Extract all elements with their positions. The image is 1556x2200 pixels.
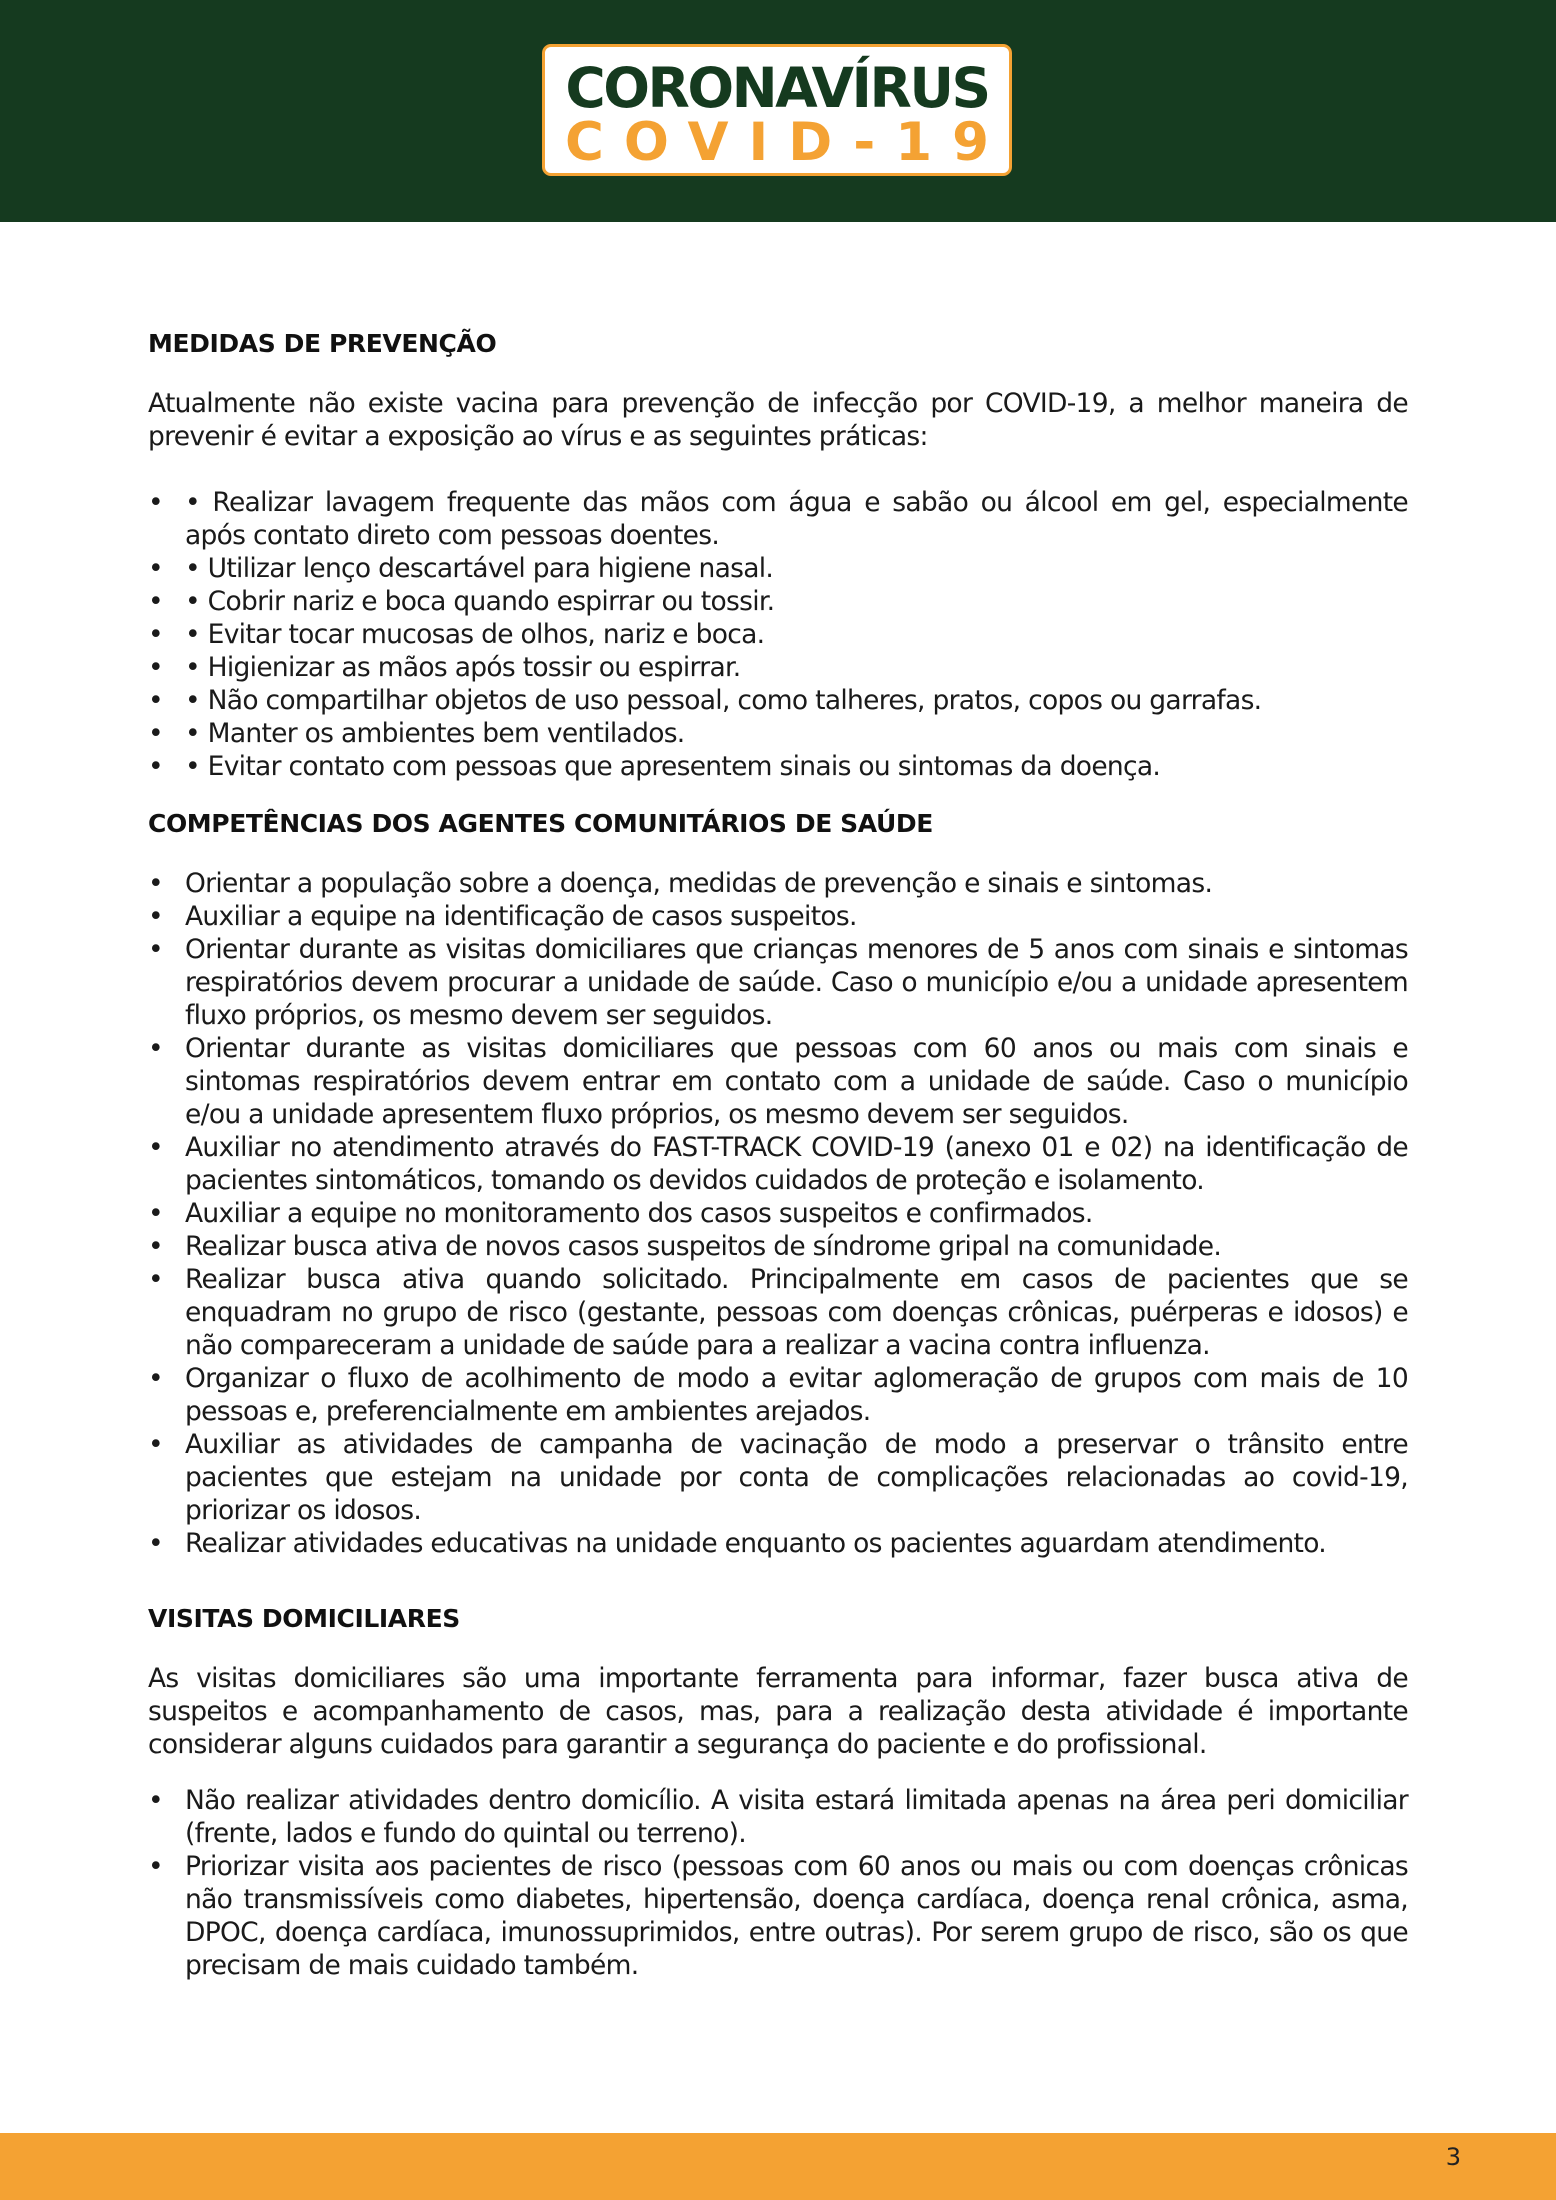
logo-title: CORONAVÍRUS: [565, 56, 989, 120]
list-item: • Auxiliar no atendimento através do FAST-TRACK COVID-19 (anexo 01 e 02) na identificação de pacientes sintomáticos, tomando os devidos cuidados de proteção e isolamento.: [148, 1131, 1408, 1197]
list-item: • Auxiliar as atividades de campanha de vacinação de modo a preservar o trânsito entre pacientes que estejam na unidade por conta de complicações relacionadas ao covid-19, priorizar os idosos.: [148, 1428, 1408, 1527]
section-title-competencias: COMPETÊNCIAS DOS AGENTES COMUNITÁRIOS DE SAÚDE: [148, 809, 933, 838]
page-content: [148, 324, 1408, 1982]
list-item: • • Evitar contato com pessoas que apresentem sinais ou sintomas da doença.: [148, 750, 1408, 783]
list-item: • Não realizar atividades dentro domicílio. A visita estará limitada apenas na área peri domiciliar (frente, lados e fundo do quintal ou terreno).: [148, 1784, 1408, 1850]
list-item: • Realizar busca ativa quando solicitado. Principalmente em casos de pacientes que se enquadram no grupo de risco (gestante, pessoas com doenças crônicas, puérperas e idosos) e não compareceram a unidade de saúde para a realizar a vacina contra influenza.: [148, 1263, 1408, 1362]
list-item: • • Evitar tocar mucosas de olhos, nariz e boca.: [148, 618, 1408, 651]
visitas-list: [148, 1784, 1408, 1982]
footer-band: [0, 2133, 1556, 2200]
list-item: • • Higienizar as mãos após tossir ou espirrar.: [148, 651, 1408, 684]
list-item: • Organizar o fluxo de acolhimento de modo a evitar aglomeração de grupos com mais de 10 pessoas e, preferencialmente em ambientes arejados.: [148, 1362, 1408, 1428]
competencias-list: [148, 867, 1408, 1560]
list-item: • Orientar durante as visitas domiciliares que crianças menores de 5 anos com sinais e sintomas respiratórios devem procurar a unidade de saúde. Caso o município e/ou a unidade apresentem fluxo próprios, os mesmo devem ser seguidos.: [148, 933, 1408, 1032]
list-item: • Realizar busca ativa de novos casos suspeitos de síndrome gripal na comunidade.: [148, 1230, 1408, 1263]
logo-subtitle: COVID-19: [565, 112, 1009, 173]
list-item: • Auxiliar a equipe na identificação de casos suspeitos.: [148, 900, 1408, 933]
list-item: • • Não compartilhar objetos de uso pessoal, como talheres, pratos, copos ou garrafas.: [148, 684, 1408, 717]
list-item: • Realizar atividades educativas na unidade enquanto os pacientes aguardam atendimento.: [148, 1527, 1408, 1560]
list-item: • • Realizar lavagem frequente das mãos com água e sabão ou álcool em gel, especialmente após contato direto com pessoas doentes.: [148, 486, 1408, 552]
visitas-intro: As visitas domiciliares são uma importante ferramenta para informar, fazer busca ativa de suspeitos e acompanhamento de casos, mas, para a realização desta atividade é importante considerar alguns cuidados para garantir a segurança do paciente e do profissional.: [148, 1663, 1408, 1760]
list-item: • • Manter os ambientes bem ventilados.: [148, 717, 1408, 750]
list-item: • • Cobrir nariz e boca quando espirrar ou tossir.: [148, 585, 1408, 618]
list-item: • Auxiliar a equipe no monitoramento dos casos suspeitos e confirmados.: [148, 1197, 1408, 1230]
list-item: • Orientar durante as visitas domiciliares que pessoas com 60 anos ou mais com sinais e sintomas respiratórios devem entrar em contato com a unidade de saúde. Caso o município e/ou a unidade apresentem fluxo próprios, os mesmo devem ser seguidos.: [148, 1032, 1408, 1131]
list-item: • Orientar a população sobre a doença, medidas de prevenção e sinais e sintomas.: [148, 867, 1408, 900]
page-number: 3: [1445, 2143, 1461, 2171]
section-title-prevencao: MEDIDAS DE PREVENÇÃO: [148, 329, 497, 358]
coronavirus-logo: [542, 44, 1012, 176]
list-item: • Priorizar visita aos pacientes de risco (pessoas com 60 anos ou mais ou com doenças crônicas não transmissíveis como diabetes, hipertensão, doença cardíaca, doença renal crônica, asma, DPOC, doença cardíaca, imunossuprimidos, entre outras). Por serem grupo de risco, são os que precisam de mais cuidado também.: [148, 1850, 1408, 1982]
prevencao-intro: Atualmente não existe vacina para prevenção de infecção por COVID-19, a melhor maneira de prevenir é evitar a exposição ao vírus e as seguintes práticas:: [148, 388, 1408, 452]
prevencao-list: [148, 486, 1408, 783]
section-title-visitas: VISITAS DOMICILIARES: [148, 1604, 460, 1633]
list-item: • • Utilizar lenço descartável para higiene nasal.: [148, 552, 1408, 585]
